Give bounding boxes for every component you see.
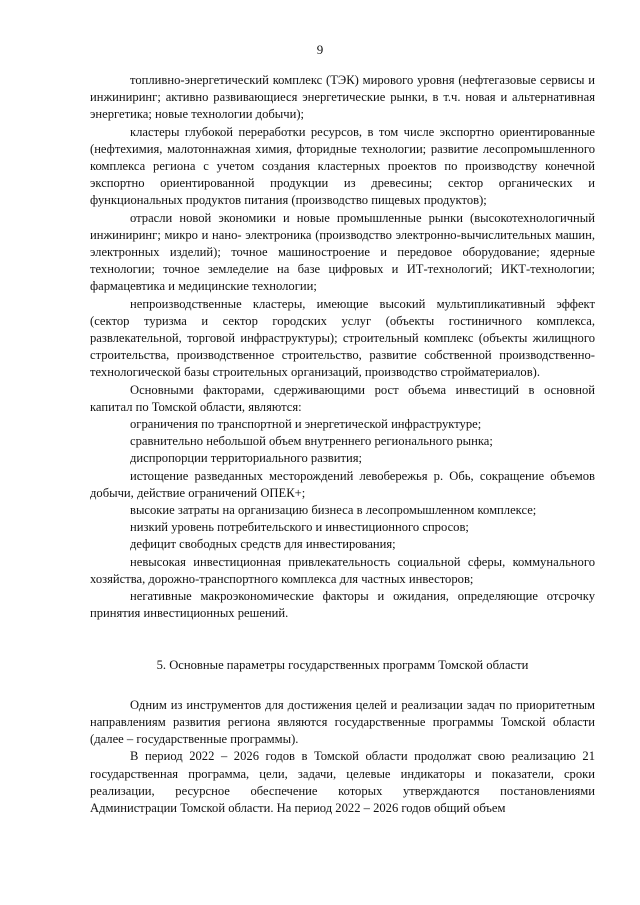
document-body [90,72,595,817]
paragraph: кластеры глубокой переработки ресурсов, в том числе экспортно ориентированные (нефтехимия, малотоннажная химия, фторидные технологии; развитие лесопромышленного комплекса региона с учетом создания кластерных проектов по производству конечной экспортно ориентированной продукции из древесины; сектор органических и функциональных продуктов питания (производство пищевых продуктов); [90,124,595,208]
paragraph: высокие затраты на организацию бизнеса в лесопромышленном комплексе; [130,503,537,518]
paragraph: истощение разведанных месторождений левобережья р. Обь, сокращение объемов добычи, действие ограничений ОПЕК+; [90,468,595,500]
page-number: 9 [316,42,324,57]
paragraph: непроизводственные кластеры, имеющие высокий мультипликативный эффект (сектор туризма и сектор городских услуг (объекты гостиничного комплекса, развлекательной, торговой инфраструктуры); строительный комплекс (объекты жилищного строительства, производственное строительство, развитие собственной производственно-технологической базы строительных организаций, производство стройматериалов). [90,296,595,380]
paragraph: отрасли новой экономики и новые промышленные рынки (высокотехнологичный инжиниринг; микро и нано- электроника (производство электронно-вычислительных машин, электронных изделий); точное машиностроение и передовое оборудование; ядерные технологии; точное земледелие на базе цифровых и ИТ-технологий; ИКТ-технологии; фармацевтика и медицинские технологии; [90,210,595,294]
paragraph: низкий уровень потребительского и инвестиционного спросов; [130,520,469,535]
section-heading: 5. Основные параметры государственных программ Томской области [156,657,529,672]
paragraph: диспропорции территориального развития; [130,451,363,466]
paragraph: Основными факторами, сдерживающими рост объема инвестиций в основной капитал по Томской области, являются: [90,382,595,414]
paragraph: топливно-энергетический комплекс (ТЭК) мирового уровня (нефтегазовые сервисы и инжиниринг; активно развивающиеся энергетические рынки, в т.ч. новая и альтернативная энергетика; новые технологии добычи); [90,73,595,122]
paragraph: дефицит свободных средств для инвестирования; [130,537,396,552]
paragraph: сравнительно небольшой объем внутреннего регионального рынка; [130,434,493,449]
paragraph: В период 2022 – 2026 годов в Томской области продолжат свою реализацию 21 государственная программа, цели, задачи, целевые индикаторы и показатели, сроки реализации, ресурсное обеспечение которых утверждаются постановлениями Администрации Томской области. На период 2022 – 2026 годов общий объем [90,749,595,815]
paragraph: негативные макроэкономические факторы и ожидания, определяющие отсрочку принятия инвестиционных решений. [90,589,595,621]
paragraph: невысокая инвестиционная привлекательность социальной сферы, коммунального хозяйства, дорожно-транспортного комплекса для частных инвесторов; [90,554,595,586]
paragraph: Одним из инструментов для достижения целей и реализации задач по приоритетным направлениям развития региона являются государственные программы Томской области (далее – государственные программы). [90,697,595,747]
paragraph: ограничения по транспортной и энергетической инфраструктуре; [130,417,482,432]
